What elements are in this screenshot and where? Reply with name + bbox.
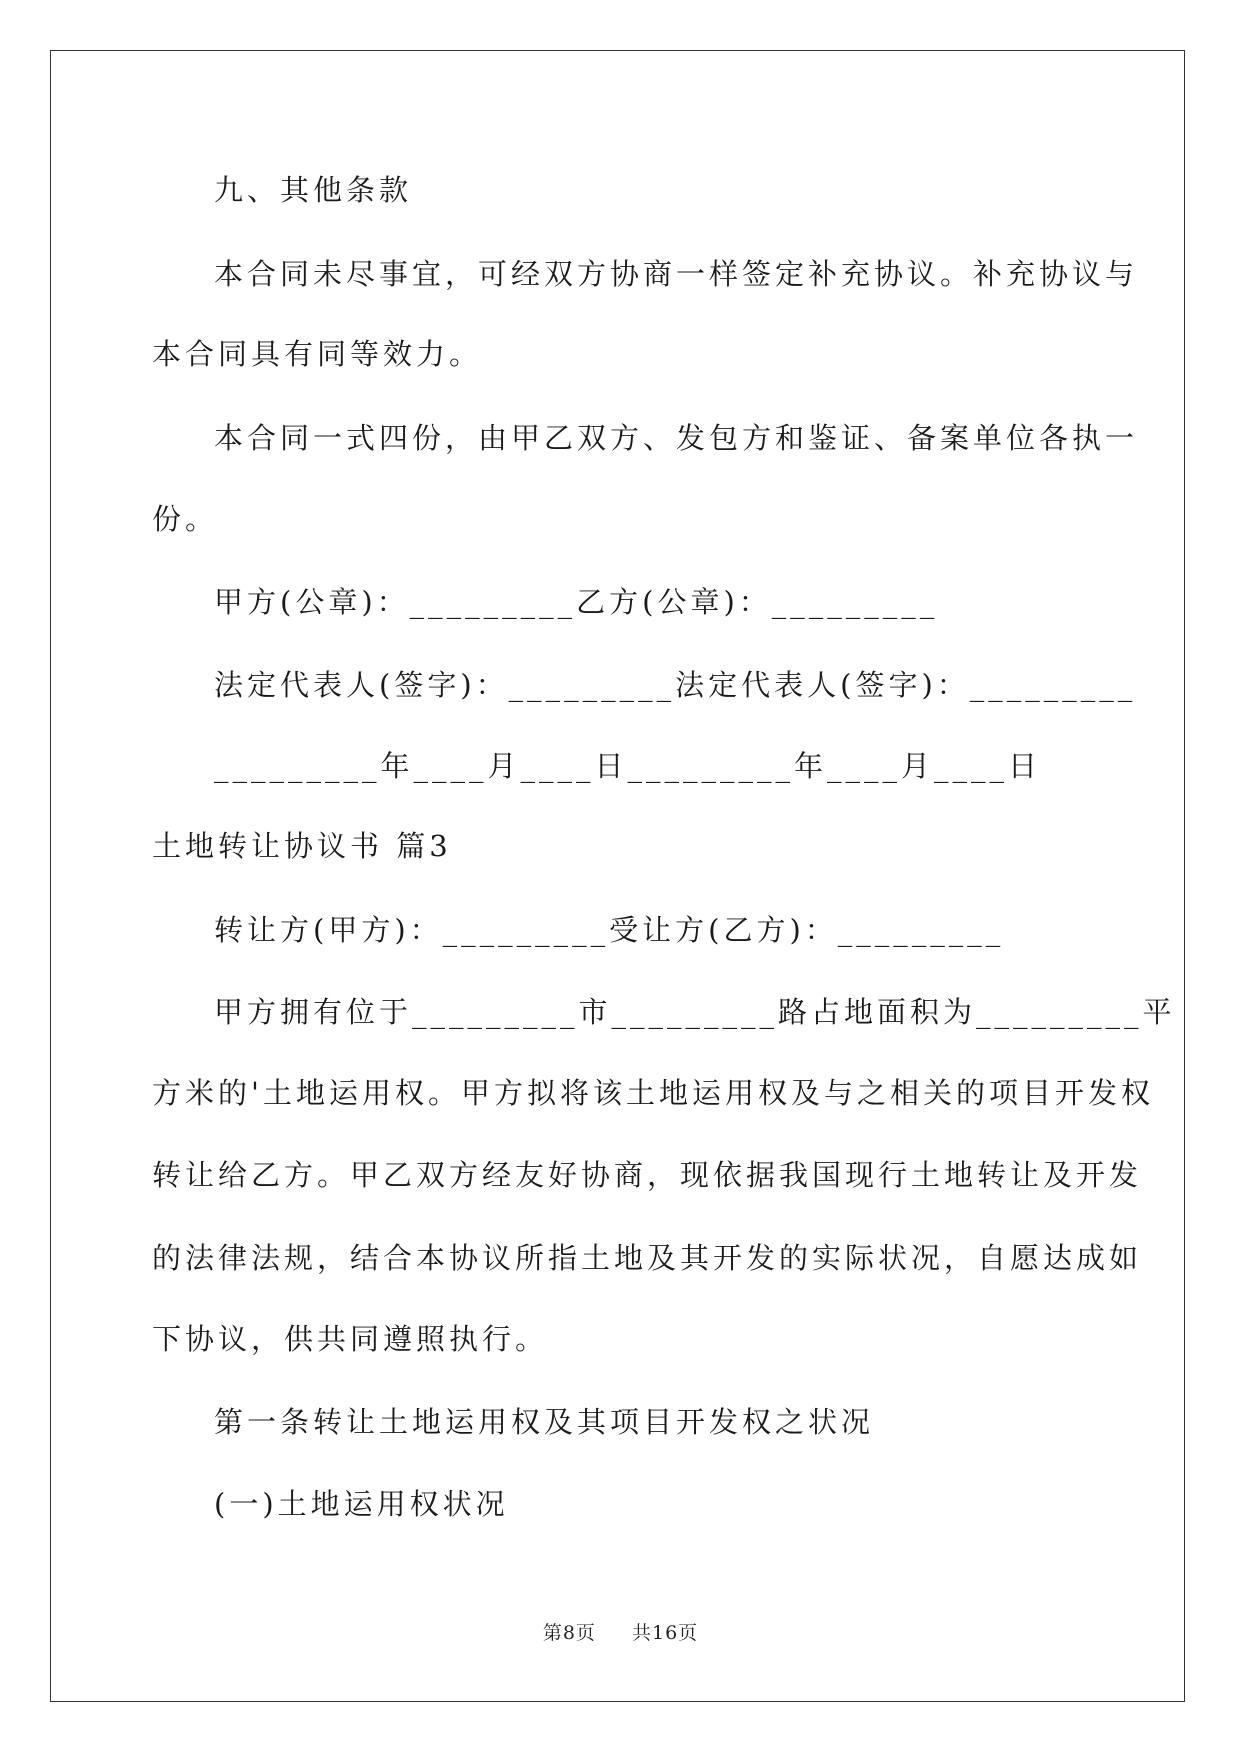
signature-line-representatives: 法定代表人(签字)：_________法定代表人(签字)：_________ xyxy=(214,668,1137,702)
section-heading-other-terms: 九、其他条款 xyxy=(214,173,413,207)
page-footer xyxy=(0,1618,1241,1645)
paragraph-line: 方米的'土地运用权。甲方拟将该土地运用权及与之相关的项目开发权 xyxy=(152,1076,1154,1110)
paragraph-line: 本合同未尽事宜，可经双方协商一样签定补充协议。补充协议与 xyxy=(214,257,1139,291)
paragraph-line: 本合同具有同等效力。 xyxy=(152,337,483,371)
document-section-title: 土地转让协议书 篇3 xyxy=(152,829,452,863)
signature-line-dates: _________年____月____日_________年____月____日 xyxy=(214,749,1042,783)
subsection-heading: (一)土地运用权状况 xyxy=(214,1487,509,1521)
paragraph-line: 本合同一式四份，由甲乙双方、发包方和鉴证、备案单位各执一 xyxy=(214,421,1139,455)
page-border xyxy=(50,50,1185,1702)
page-number-current: 第8页 xyxy=(542,1622,596,1644)
signature-line-seals: 甲方(公章)：_________乙方(公章)：_________ xyxy=(214,585,939,619)
paragraph-line: 的法律法规，结合本协议所指土地及其开发的实际状况，自愿达成如 xyxy=(152,1241,1143,1275)
article-heading: 第一条转让土地运用权及其项目开发权之状况 xyxy=(214,1405,875,1439)
paragraph-line: 转让给乙方。甲乙双方经友好协商，现依据我国现行土地转让及开发 xyxy=(152,1158,1143,1192)
paragraph-line: 下协议，供共同遵照执行。 xyxy=(152,1322,549,1356)
parties-line: 转让方(甲方)：_________受让方(乙方)：_________ xyxy=(214,913,1005,947)
page-number-total: 共16页 xyxy=(632,1622,699,1644)
paragraph-line: 甲方拥有位于_________市_________路占地面积为_________平 xyxy=(214,995,1176,1029)
paragraph-line: 份。 xyxy=(152,502,219,536)
